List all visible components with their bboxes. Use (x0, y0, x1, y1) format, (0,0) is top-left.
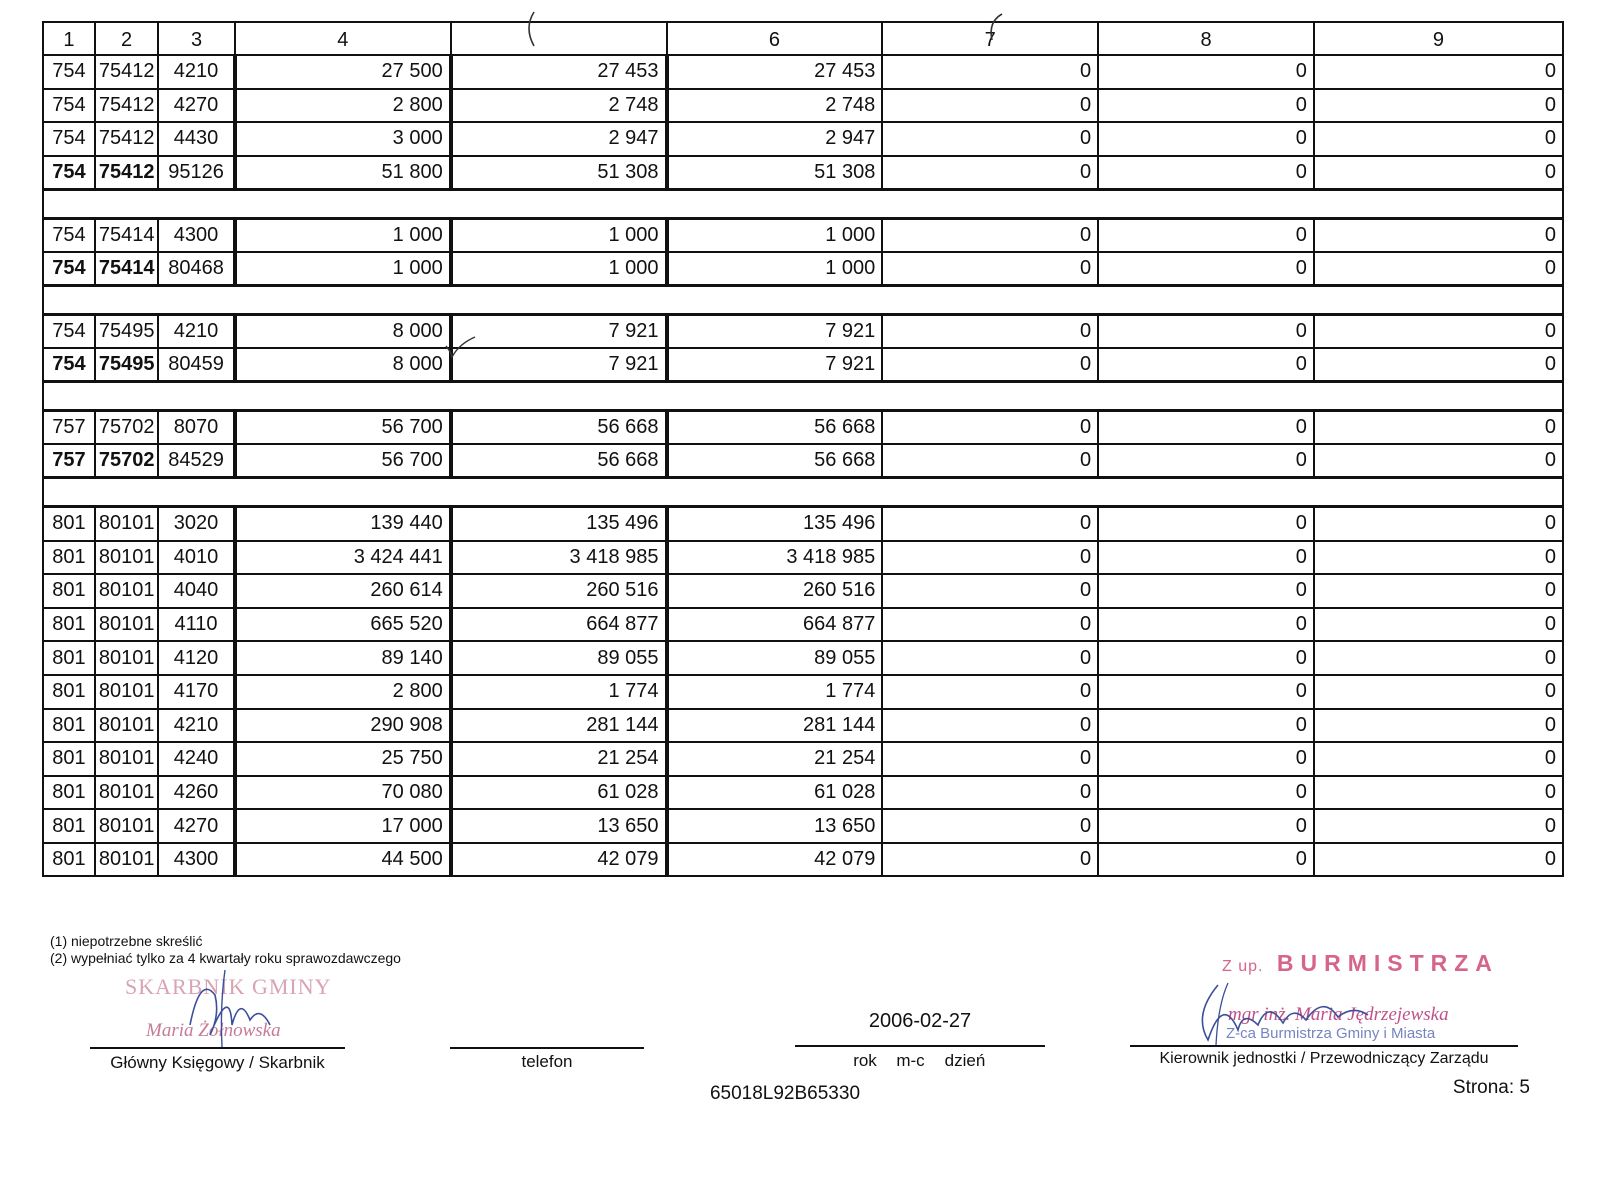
cell-col-6: 56 668 (667, 411, 883, 445)
cell-col-8: 0 (1098, 776, 1314, 810)
cell-col-9: 0 (1314, 156, 1563, 190)
cell-col-9: 0 (1314, 541, 1563, 575)
manager-label: Kierownik jednostki / Przewodniczący Zarządu (1159, 1050, 1489, 1067)
cell-col-2: 75495 (95, 315, 158, 349)
cell-col-8: 0 (1098, 55, 1314, 89)
cell-col-5: 21 254 (451, 742, 667, 776)
cell-col-7: 0 (882, 507, 1098, 541)
cell-col-5: 281 144 (451, 709, 667, 743)
cell-col-4: 260 614 (235, 574, 451, 608)
cell-col-6: 61 028 (667, 776, 883, 810)
cell-col-1: 754 (43, 348, 95, 382)
table-row (43, 315, 1563, 349)
cell-col-9: 0 (1314, 742, 1563, 776)
cell-col-8: 0 (1098, 444, 1314, 478)
cell-col-7: 0 (882, 541, 1098, 575)
cell-col-4: 51 800 (235, 156, 451, 190)
cell-col-7: 0 (882, 709, 1098, 743)
column-header-1: 1 (43, 22, 95, 55)
cell-col-9: 0 (1314, 444, 1563, 478)
cell-col-9: 0 (1314, 55, 1563, 89)
cell-col-1: 801 (43, 809, 95, 843)
cell-col-5: 3 418 985 (451, 541, 667, 575)
table-row (43, 709, 1563, 743)
group-separator (43, 189, 1563, 218)
cell-col-6: 260 516 (667, 574, 883, 608)
cell-col-9: 0 (1314, 348, 1563, 382)
table-row (43, 507, 1563, 541)
cell-col-1: 754 (43, 122, 95, 156)
mayor-stamp (1222, 950, 1499, 977)
table-row (43, 608, 1563, 642)
cell-col-3: 80459 (158, 348, 235, 382)
cell-col-2: 80101 (95, 675, 158, 709)
date-month-label: m-c (896, 1051, 925, 1070)
cell-col-4: 89 140 (235, 641, 451, 675)
cell-col-1: 801 (43, 776, 95, 810)
table-row (43, 122, 1563, 156)
cell-col-2: 80101 (95, 809, 158, 843)
cell-col-5: 42 079 (451, 843, 667, 877)
group-separator (43, 382, 1563, 411)
cell-col-7: 0 (882, 411, 1098, 445)
subtotal-row (43, 156, 1563, 190)
date-value: 2006-02-27 (868, 1010, 972, 1032)
cell-col-1: 754 (43, 156, 95, 190)
cell-col-2: 80101 (95, 507, 158, 541)
table-row (43, 541, 1563, 575)
mayor-stamp-prefix: Z up. (1222, 958, 1264, 975)
cell-col-8: 0 (1098, 252, 1314, 286)
cell-col-8: 0 (1098, 641, 1314, 675)
column-header-3: 3 (158, 22, 235, 55)
cell-col-2: 75412 (95, 156, 158, 190)
cell-col-8: 0 (1098, 843, 1314, 877)
cell-col-7: 0 (882, 156, 1098, 190)
cell-col-6: 7 921 (667, 315, 883, 349)
cell-col-6: 664 877 (667, 608, 883, 642)
cell-col-4: 3 000 (235, 122, 451, 156)
cell-col-7: 0 (882, 218, 1098, 252)
cell-col-6: 56 668 (667, 444, 883, 478)
cell-col-8: 0 (1098, 608, 1314, 642)
cell-col-5: 135 496 (451, 507, 667, 541)
cell-col-6: 42 079 (667, 843, 883, 877)
document-code: 65018L92B65330 (709, 1083, 861, 1104)
cell-col-2: 80101 (95, 709, 158, 743)
cell-col-3: 4120 (158, 641, 235, 675)
column-header-6: 6 (667, 22, 883, 55)
cell-col-2: 75702 (95, 444, 158, 478)
cell-col-3: 4300 (158, 843, 235, 877)
cell-col-7: 0 (882, 315, 1098, 349)
cell-col-5: 664 877 (451, 608, 667, 642)
header-row (43, 22, 1563, 55)
mayor-stamp-title: BURMISTRZA (1276, 950, 1499, 976)
cell-col-9: 0 (1314, 507, 1563, 541)
cell-col-8: 0 (1098, 709, 1314, 743)
cell-col-3: 4210 (158, 315, 235, 349)
cell-col-3: 4300 (158, 218, 235, 252)
cell-col-9: 0 (1314, 776, 1563, 810)
cell-col-9: 0 (1314, 843, 1563, 877)
page-number: Strona: 5 (1452, 1077, 1530, 1098)
column-header-9: 9 (1314, 22, 1563, 55)
cell-col-2: 75412 (95, 55, 158, 89)
cell-col-9: 0 (1314, 809, 1563, 843)
cell-col-9: 0 (1314, 218, 1563, 252)
cell-col-6: 1 000 (667, 218, 883, 252)
cell-col-3: 8070 (158, 411, 235, 445)
column-header-7: 7 (882, 22, 1098, 55)
accountant-signature-line (90, 1047, 345, 1049)
cell-col-7: 0 (882, 742, 1098, 776)
cell-col-3: 95126 (158, 156, 235, 190)
budget-table (42, 21, 1564, 877)
cell-col-4: 2 800 (235, 675, 451, 709)
cell-col-9: 0 (1314, 675, 1563, 709)
cell-col-1: 801 (43, 709, 95, 743)
cell-col-7: 0 (882, 252, 1098, 286)
cell-col-7: 0 (882, 641, 1098, 675)
separator-cell (43, 382, 1563, 411)
cell-col-6: 2 947 (667, 122, 883, 156)
cell-col-5: 27 453 (451, 55, 667, 89)
separator-cell (43, 478, 1563, 507)
table-row (43, 411, 1563, 445)
cell-col-6: 1 000 (667, 252, 883, 286)
group-separator (43, 286, 1563, 315)
cell-col-3: 4270 (158, 809, 235, 843)
cell-col-6: 135 496 (667, 507, 883, 541)
cell-col-4: 17 000 (235, 809, 451, 843)
cell-col-4: 290 908 (235, 709, 451, 743)
cell-col-8: 0 (1098, 122, 1314, 156)
separator-cell (43, 189, 1563, 218)
cell-col-2: 80101 (95, 641, 158, 675)
cell-col-3: 4210 (158, 709, 235, 743)
column-header-8: 8 (1098, 22, 1314, 55)
cell-col-3: 4260 (158, 776, 235, 810)
cell-col-4: 1 000 (235, 252, 451, 286)
cell-col-2: 75414 (95, 218, 158, 252)
cell-col-8: 0 (1098, 411, 1314, 445)
column-header-4: 4 (235, 22, 451, 55)
table-row (43, 641, 1563, 675)
cell-col-2: 75414 (95, 252, 158, 286)
table-row (43, 574, 1563, 608)
cell-col-2: 75412 (95, 89, 158, 123)
cell-col-4: 25 750 (235, 742, 451, 776)
cell-col-6: 281 144 (667, 709, 883, 743)
cell-col-8: 0 (1098, 507, 1314, 541)
cell-col-5: 13 650 (451, 809, 667, 843)
cell-col-6: 2 748 (667, 89, 883, 123)
cell-col-7: 0 (882, 675, 1098, 709)
cell-col-1: 801 (43, 608, 95, 642)
cell-col-8: 0 (1098, 675, 1314, 709)
phone-line (450, 1047, 644, 1049)
cell-col-5: 2 748 (451, 89, 667, 123)
cell-col-3: 3020 (158, 507, 235, 541)
cell-col-8: 0 (1098, 348, 1314, 382)
cell-col-7: 0 (882, 809, 1098, 843)
cell-col-7: 0 (882, 348, 1098, 382)
cell-col-5: 56 668 (451, 444, 667, 478)
date-day-label: dzień (944, 1051, 986, 1070)
date-year-label: rok (853, 1051, 877, 1070)
cell-col-4: 8 000 (235, 315, 451, 349)
cell-col-1: 801 (43, 675, 95, 709)
manager-signature (1188, 975, 1418, 1050)
cell-col-1: 801 (43, 507, 95, 541)
cell-col-5: 89 055 (451, 641, 667, 675)
cell-col-2: 80101 (95, 742, 158, 776)
date-line (795, 1045, 1045, 1047)
cell-col-6: 27 453 (667, 55, 883, 89)
cell-col-1: 801 (43, 843, 95, 877)
cell-col-3: 4110 (158, 608, 235, 642)
cell-col-8: 0 (1098, 156, 1314, 190)
cell-col-3: 80468 (158, 252, 235, 286)
cell-col-1: 801 (43, 574, 95, 608)
cell-col-1: 801 (43, 742, 95, 776)
cell-col-6: 51 308 (667, 156, 883, 190)
group-separator (43, 478, 1563, 507)
cell-col-3: 4240 (158, 742, 235, 776)
cell-col-8: 0 (1098, 218, 1314, 252)
cell-col-5: 1 000 (451, 252, 667, 286)
cell-col-5: 56 668 (451, 411, 667, 445)
footnote-1: (1) niepotrzebne skreślić (50, 933, 203, 949)
cell-col-4: 8 000 (235, 348, 451, 382)
cell-col-2: 80101 (95, 608, 158, 642)
table-row (43, 742, 1563, 776)
cell-col-4: 3 424 441 (235, 541, 451, 575)
cell-col-2: 80101 (95, 541, 158, 575)
cell-col-4: 1 000 (235, 218, 451, 252)
subtotal-row (43, 252, 1563, 286)
cell-col-7: 0 (882, 776, 1098, 810)
cell-col-8: 0 (1098, 809, 1314, 843)
cell-col-1: 754 (43, 89, 95, 123)
cell-col-8: 0 (1098, 574, 1314, 608)
manager-name-stamp: mgr inż. Maria Jędrzejewska (1228, 1004, 1449, 1025)
cell-col-6: 1 774 (667, 675, 883, 709)
cell-col-7: 0 (882, 55, 1098, 89)
checkmark-icon (443, 334, 477, 360)
cell-col-4: 70 080 (235, 776, 451, 810)
cell-col-1: 757 (43, 411, 95, 445)
cell-col-4: 56 700 (235, 444, 451, 478)
cell-col-2: 75702 (95, 411, 158, 445)
cell-col-7: 0 (882, 444, 1098, 478)
cell-col-9: 0 (1314, 315, 1563, 349)
subtotal-row (43, 348, 1563, 382)
cell-col-6: 3 418 985 (667, 541, 883, 575)
cell-col-7: 0 (882, 122, 1098, 156)
cell-col-5: 1 000 (451, 218, 667, 252)
cell-col-3: 4210 (158, 55, 235, 89)
cell-col-5: 260 516 (451, 574, 667, 608)
cell-col-1: 801 (43, 641, 95, 675)
cell-col-8: 0 (1098, 742, 1314, 776)
bracket-mark-icon-2 (984, 12, 1006, 42)
cell-col-9: 0 (1314, 122, 1563, 156)
cell-col-5: 7 921 (451, 348, 667, 382)
table-row (43, 843, 1563, 877)
cell-col-9: 0 (1314, 89, 1563, 123)
cell-col-2: 75495 (95, 348, 158, 382)
treasurer-signature (170, 965, 280, 1050)
treasurer-stamp: SKARBNIK GMINY (125, 974, 332, 999)
cell-col-9: 0 (1314, 574, 1563, 608)
cell-col-9: 0 (1314, 641, 1563, 675)
bracket-mark-icon (520, 10, 540, 48)
column-header-5 (451, 22, 667, 55)
cell-col-7: 0 (882, 843, 1098, 877)
cell-col-1: 801 (43, 541, 95, 575)
cell-col-7: 0 (882, 89, 1098, 123)
treasurer-name-stamp: Maria Żołnowska (146, 1020, 281, 1041)
cell-col-7: 0 (882, 574, 1098, 608)
cell-col-3: 4040 (158, 574, 235, 608)
cell-col-3: 4430 (158, 122, 235, 156)
cell-col-2: 80101 (95, 776, 158, 810)
cell-col-3: 4270 (158, 89, 235, 123)
cell-col-3: 4010 (158, 541, 235, 575)
cell-col-7: 0 (882, 608, 1098, 642)
separator-cell (43, 286, 1563, 315)
cell-col-1: 754 (43, 252, 95, 286)
cell-col-5: 7 921 (451, 315, 667, 349)
accountant-label: Główny Księgowy / Skarbnik (110, 1053, 325, 1072)
cell-col-8: 0 (1098, 541, 1314, 575)
cell-col-5: 1 774 (451, 675, 667, 709)
cell-col-1: 754 (43, 315, 95, 349)
cell-col-9: 0 (1314, 252, 1563, 286)
cell-col-1: 757 (43, 444, 95, 478)
cell-col-3: 84529 (158, 444, 235, 478)
subtotal-row (43, 444, 1563, 478)
cell-col-4: 44 500 (235, 843, 451, 877)
table-row (43, 675, 1563, 709)
cell-col-6: 21 254 (667, 742, 883, 776)
cell-col-2: 80101 (95, 574, 158, 608)
cell-col-4: 139 440 (235, 507, 451, 541)
table-row (43, 809, 1563, 843)
cell-col-1: 754 (43, 218, 95, 252)
cell-col-9: 0 (1314, 411, 1563, 445)
cell-col-2: 75412 (95, 122, 158, 156)
table-row (43, 55, 1563, 89)
cell-col-6: 13 650 (667, 809, 883, 843)
cell-col-4: 2 800 (235, 89, 451, 123)
column-header-2: 2 (95, 22, 158, 55)
cell-col-4: 56 700 (235, 411, 451, 445)
cell-col-4: 27 500 (235, 55, 451, 89)
footnote-2: (2) wypełniać tylko za 4 kwartały roku sprawozdawczego (50, 950, 401, 966)
cell-col-8: 0 (1098, 315, 1314, 349)
cell-col-9: 0 (1314, 608, 1563, 642)
cell-col-9: 0 (1314, 709, 1563, 743)
cell-col-6: 89 055 (667, 641, 883, 675)
cell-col-8: 0 (1098, 89, 1314, 123)
phone-label: telefon (521, 1052, 573, 1071)
table-row (43, 89, 1563, 123)
cell-col-2: 80101 (95, 843, 158, 877)
cell-col-5: 51 308 (451, 156, 667, 190)
manager-signature-line (1130, 1045, 1518, 1047)
cell-col-3: 4170 (158, 675, 235, 709)
table-row (43, 218, 1563, 252)
cell-col-5: 61 028 (451, 776, 667, 810)
manager-role-stamp: Z-ca Burmistrza Gminy i Miasta (1226, 1025, 1436, 1042)
cell-col-6: 7 921 (667, 348, 883, 382)
cell-col-1: 754 (43, 55, 95, 89)
cell-col-5: 2 947 (451, 122, 667, 156)
table-row (43, 776, 1563, 810)
cell-col-4: 665 520 (235, 608, 451, 642)
